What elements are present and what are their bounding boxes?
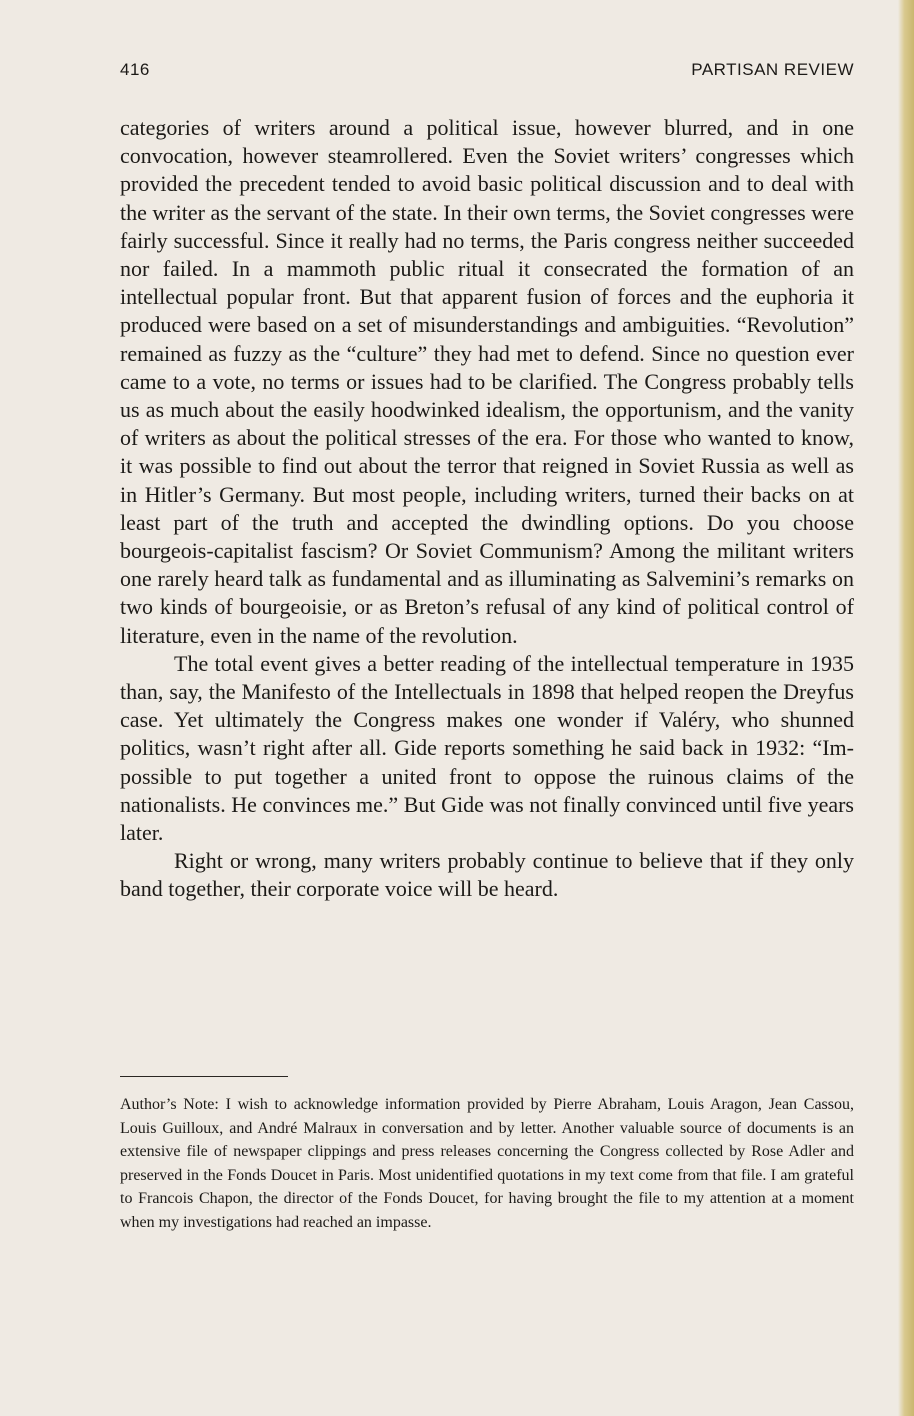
body-text [120,114,854,904]
running-head [120,60,854,86]
authors-note: Author’s Note: I wish to acknowledge information provided by Pierre Abraham, Louis Aragon, Jean Cassou, Louis Guilloux, and André Malraux in conversation and by letter. Another valuable source of documents is an extensive file of newspaper clippings and press releases concerning the Congress collected by Rose Adler and preserved in the Fonds Doucet in Paris. Most unidentified quotations in my text come from that file. I am grateful to Francois Chapon, the director of the Fonds Doucet, for having brought the file to my attention at a moment when my investigations had reached an impasse. [120,1096,854,1231]
journal-title: PARTISAN REVIEW [691,60,854,79]
paragraph-continued: categories of writers around a political issue, however blurred, and in one convocation, however steamrollered. Even the Soviet writers’ congresses which provided the precedent tended to avoid basic political discussion and to deal with the writer as the servant of the state. In their own terms, the Soviet congresses were fairly successful. Since it really had no terms, the Paris congress neither succeeded nor failed. In a mammoth public ritual it consecrated the formation of an intellectual popular front. But that apparent fusion of forces and the euphoria it produced were based on a set of misunderstandings and ambiguities. “Revolution” remained as fuzzy as the “culture” they had met to defend. Since no question ever came to a vote, no terms or issues had to be clarified. The Congress probably tells us as much about the easily hoodwinked idealism, the opportunism, and the vanity of writers as about the political stresses of the era. For those who wanted to know, it was possible to find out about the terror that reigned in Soviet Russia as well as in Hitler’s Germany. But most people, including writers, turned their backs on at least part of the truth and accepted the dwindling options. Do you choose bourgeois-capitalist fascism? Or Soviet Communism? Among the militant writers one rarely heard talk as fundamental and as illuminating as Salvemini’s remarks on two kinds of bourgeoisie, or as Breton’s refusal of any kind of political control of literature, even in the name of the revolution. [120,115,854,648]
page-number: 416 [120,60,150,79]
footnote-rule [120,1076,288,1077]
paragraph-right-or-wrong: Right or wrong, many writers probably continue to believe that if they only band together, their corporate voice will be heard. [120,848,854,902]
paragraph-total-event: The total event gives a better reading of the intellectual temperature in 1935 than, say, the Manifesto of the Intellectuals in 1898 that helped reopen the Dreyfus case. Yet ultimately the Congress makes one wonder if Valéry, who shunned politics, wasn’t right after all. Gide reports something he said back in 1932: “Impossible to put together a united front to oppose the ruinous claims of the nationalists. He convinces me.” But Gide was not finally convinced until five years later. [120,650,854,846]
page-edge-shadow [898,0,914,1416]
